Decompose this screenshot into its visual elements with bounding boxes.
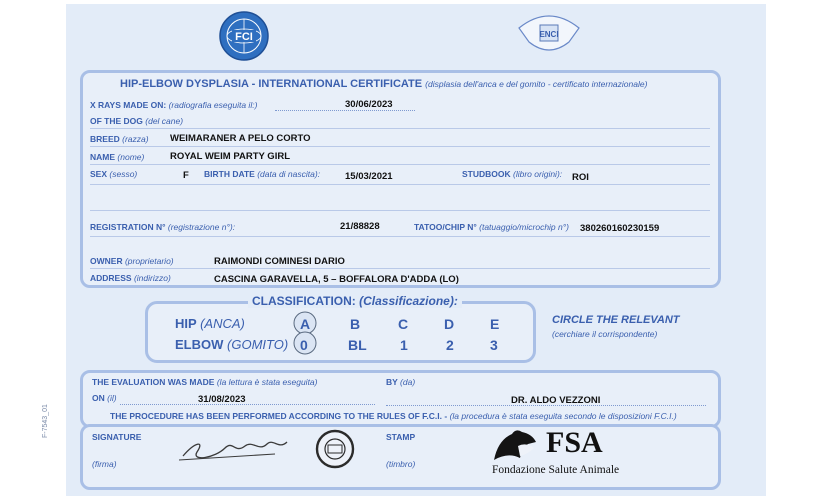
sex-value: F <box>183 170 189 181</box>
by-label: BY (da) <box>386 377 416 387</box>
studbook-label: STUDBOOK (libro origini): <box>462 169 563 179</box>
elbow-grade-0: 0 <box>300 337 308 353</box>
classification-title: CLASSIFICATION: (Classificazione): <box>248 294 462 308</box>
enci-logo-icon <box>515 8 583 60</box>
hip-grade-d: D <box>444 316 455 332</box>
sex-label: SEX (sesso) <box>90 169 138 179</box>
evaluator-name: DR. ALDO VEZZONI <box>511 395 601 406</box>
procedure-note: THE PROCEDURE HAS BEEN PERFORMED ACCORDING TO THE RULES OF F.C.I. - (la procedura è stata eseguita secondo le disposizioni F.C.I.) <box>110 411 677 421</box>
name-label: NAME (nome) <box>90 152 145 162</box>
name-value: ROYAL WEIM PARTY GIRL <box>170 151 290 162</box>
dog-label: OF THE DOG (del cane) <box>90 116 184 126</box>
enci-logo-text: ENCI <box>539 30 559 39</box>
owner-value: RAIMONDI COMINESI DARIO <box>214 256 345 267</box>
studbook-value: ROI <box>572 172 589 183</box>
registration-label: REGISTRATION N° (registrazione n°): <box>90 222 236 232</box>
hip-grade-e: E <box>490 316 500 332</box>
handwritten-signature <box>175 432 295 468</box>
hip-label: HIP (ANCA) <box>175 316 245 331</box>
hip-grade-b: B <box>350 316 361 332</box>
classification-box <box>145 301 536 363</box>
birth-value: 15/03/2021 <box>345 171 393 182</box>
chip-value: 380260160230159 <box>580 223 660 234</box>
fsa-subtitle: Fondazione Salute Animale <box>492 464 620 476</box>
side-form-code: F-7543_01 <box>42 404 49 438</box>
circle-relevant: CIRCLE THE RELEVANT <box>552 314 680 326</box>
xray-label: X RAYS MADE ON: (radiografia eseguita il:) <box>90 100 258 110</box>
signature-label: SIGNATURE <box>92 432 142 442</box>
registration-value: 21/88828 <box>340 221 380 232</box>
hip-grade-c: C <box>398 316 409 332</box>
elbow-grade-2: 2 <box>446 337 454 353</box>
fsa-logo-text: FSA <box>546 426 603 459</box>
evaluation-label: THE EVALUATION WAS MADE (la lettura è stata eseguita) <box>92 377 318 387</box>
stamp-label-it: (timbro) <box>386 459 416 469</box>
official-stamp-icon <box>314 428 356 470</box>
address-label: ADDRESS (indirizzo) <box>90 273 171 283</box>
chip-label: TATOO/CHIP N° (tatuaggio/microchip n°) <box>414 222 569 232</box>
fsa-dog-logo-icon <box>488 426 542 466</box>
certificate-title: HIP-ELBOW DYSPLASIA - INTERNATIONAL CERTIFICATE (displasia dell'anca e del gomito - certificato internazionale) <box>120 78 648 90</box>
elbow-grade-1: 1 <box>400 337 408 353</box>
signature-label-it: (firma) <box>92 459 117 469</box>
circle-relevant-it: (cerchiare il corrispondente) <box>552 329 658 339</box>
breed-label: BREED (razza) <box>90 134 149 144</box>
fci-logo-text: FCI <box>235 31 253 43</box>
on-label: ON (il) <box>92 393 117 403</box>
address-value: CASCINA GARAVELLA, 5 – BOFFALORA D'ADDA (LO) <box>214 274 459 285</box>
hip-grade-a: A <box>300 316 311 332</box>
elbow-grade-bl: BL <box>348 337 367 353</box>
birth-label: BIRTH DATE (data di nascita): <box>204 169 321 179</box>
evaluation-date: 31/08/2023 <box>198 394 246 405</box>
xray-date: 30/06/2023 <box>345 99 393 110</box>
elbow-label: ELBOW (GOMITO) <box>175 337 289 352</box>
owner-label: OWNER (proprietario) <box>90 256 174 266</box>
stamp-label: STAMP <box>386 432 416 442</box>
fci-logo-icon <box>218 10 270 62</box>
breed-value: WEIMARANER A PELO CORTO <box>170 133 311 144</box>
elbow-grade-3: 3 <box>490 337 498 353</box>
